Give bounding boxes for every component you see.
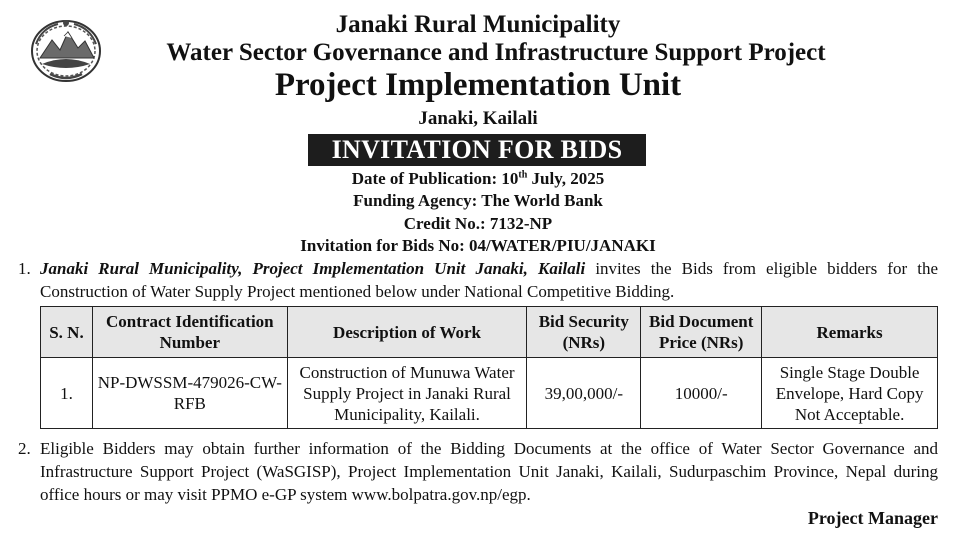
header-document-price: Bid Document Price (NRs) [641,307,762,358]
header-sn: S. N. [41,307,93,358]
table-row [41,358,938,429]
paragraph-1-text: invites the Bids from eligible bidders for the Construction of Water Supply Project mentioned below under National Competitive Bidding. [40,259,938,301]
table-header-row [41,307,938,358]
publication-label: Date of Publication: [351,169,502,188]
cell-bid-security: 39,00,000/- [527,358,641,429]
paragraph-1-lead: Janaki Rural Municipality, Project Implementation Unit Janaki, Kailali [40,259,586,278]
header-contract-id: Contract Identification Number [92,307,287,358]
cell-document-price: 10000/- [641,358,762,429]
cell-contract-id: NP-DWSSM-479026-CW-RFB [92,358,287,429]
paragraph-2-text: Eligible Bidders may obtain further information of the Bidding Documents at the office of Water Sector Governance and Infrastructure Support Project (WaSGISP), Project Implementation Unit Janaki, Kailali, Sudurpaschim Province, Nepal during office hours or may visit PPMO e-GP system www.bolpatra.gov.np/egp. [40,439,938,504]
header-remarks: Remarks [762,307,938,358]
project-name: Water Sector Governance and Infrastructure Support Project [166,39,826,66]
publication-suffix: th [518,169,528,181]
signature-title: Project Manager [807,508,938,528]
header-bid-security: Bid Security (NRs) [527,307,641,358]
paragraph-2-number: 2. [18,439,31,458]
paragraph-1 [18,257,938,303]
ifb-number: Invitation for Bids No: 04/WATER/PIU/JANAKI [300,236,656,255]
credit-number: Credit No.: 7132-NP [403,214,553,233]
publication-rest: July, 2025 [527,169,605,188]
bids-table [40,306,938,429]
header-description: Description of Work [287,307,527,358]
paragraph-2 [18,437,938,506]
publication-day: 10 [501,169,519,188]
invitation-banner: INVITATION FOR BIDS [308,134,646,166]
location: Janaki, Kailali [418,108,538,129]
publication-date [0,168,956,190]
paragraph-1-number: 1. [18,259,31,278]
funding-agency: Funding Agency: The World Bank [353,191,603,210]
municipality-name: Janaki Rural Municipality [335,11,621,38]
cell-description: Construction of Munuwa Water Supply Project in Janaki Rural Municipality, Kailali. [287,358,527,429]
cell-sn: 1. [41,358,93,429]
cell-remarks: Single Stage Double Envelope, Hard Copy Not Acceptable. [762,358,938,429]
unit-name: Project Implementation Unit [274,67,682,103]
